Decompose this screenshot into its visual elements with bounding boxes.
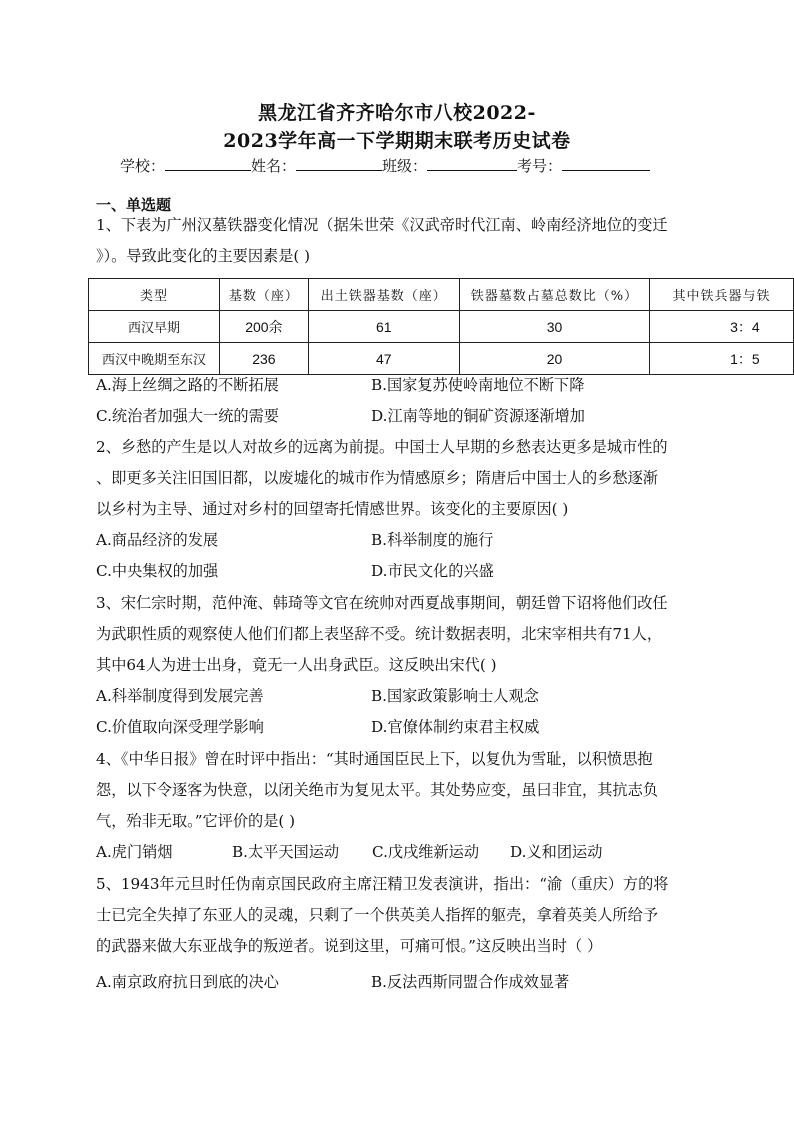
q2-option-c: C.中央集权的加强 [96,562,219,580]
table-header-cell: 其中铁兵器与铁 [650,279,794,311]
table-cell: 3：4 [650,311,794,343]
q2-option-a: A.商品经济的发展 [96,531,219,549]
table-cell: 1：5 [650,343,794,375]
table-cell: 西汉中晚期至东汉 [89,343,220,375]
q3-stem-line3: 其中64人为进士出身，竟无一人出身武臣。这反映出宋代( ) [96,656,497,674]
q4-stem-line1: 4、《中华日报》曾在时评中指出：“其时通国臣民上下，以复仇为雪耻，以积愤思抱 [96,750,653,768]
name-label: 姓名： [251,157,297,175]
q2-option-d: D.市民文化的兴盛 [371,562,494,580]
table-cell: 47 [308,343,459,375]
exam-title-line1: 黑龙江省齐齐哈尔市八校2022- [258,102,536,124]
q4-option-c: C.戊戌维新运动 [372,843,480,861]
q5-option-b: B.反法西斯同盟合作成效显著 [371,973,570,991]
q5-stem-line3: 的武器来做大东亚战争的叛逆者。说到这里，可痛可恨。”这反映出当时（ ） [96,937,603,955]
q2-stem-line1: 2、乡愁的产生是以人对故乡的远离为前提。中国士人早期的乡愁表达更多是城市性的 [96,438,668,456]
q3-option-d: D.官僚体制约束君主权威 [371,718,540,736]
table-header-cell: 基数（座） [220,279,309,311]
q1-option-a: A.海上丝绸之路的不断拓展 [96,376,279,394]
q4-option-d: D.义和团运动 [510,843,603,861]
q3-stem-line1: 3、宋仁宗时期，范仲淹、韩琦等文官在统帅对西夏战事期间，朝廷曾下诏将他们改任 [96,594,668,612]
q1-data-table [88,278,794,375]
table-cell: 20 [459,343,649,375]
table-header-cell: 铁器墓数占墓总数比（%） [459,279,649,311]
q3-option-b: B.国家政策影响士人观念 [371,687,539,705]
q2-stem-line2: 、即更多关注旧国旧都，以废墟化的城市作为情感原乡；隋唐后中国士人的乡愁逐渐 [96,469,658,487]
q1-stem-line2: 》）。导致此变化的主要因素是( ) [96,247,311,265]
table-row [89,311,794,343]
q3-option-a: A.科举制度得到发展完善 [96,687,264,705]
table-header-row [89,279,794,311]
q3-stem-line2: 为武职性质的观察使人他们们都上表坚辞不受。统计数据表明，北宋宰相共有71人， [96,625,663,643]
q3-option-c: C.价值取向深受理学影响 [96,718,264,736]
q2-option-b: B.科举制度的施行 [371,531,494,549]
table-row [89,343,794,375]
q4-option-b: B.太平天国运动 [232,843,340,861]
table-cell: 西汉早期 [89,311,220,343]
q1-option-b: B.国家复苏使岭南地位不断下降 [371,376,585,394]
q1-option-c: C.统治者加强大一统的需要 [96,407,279,425]
school-label: 学校： [120,157,166,175]
q5-stem-line2: 士已完全失掉了东亚人的灵魂，只剩了一个供英美人指挥的躯壳，拿着英美人所给予 [96,906,658,924]
table-cell: 61 [308,311,459,343]
section-heading: 一、单选题 [96,196,172,214]
number-label: 考号： [517,157,563,175]
q4-option-a: A.虎门销烟 [96,843,173,861]
table-cell: 30 [459,311,649,343]
table-cell: 236 [220,343,309,375]
table-header-cell: 出土铁器基数（座） [308,279,459,311]
q4-stem-line2: 怨，以下令逐客为快意，以闭关绝市为复见太平。其处势应变，虽曰非宜，其抗志负 [96,781,658,799]
q4-stem-line3: 气，殆非无取。”它评价的是( ) [96,812,296,830]
exam-title-line2: 2023学年高一下学期期末联考历史试卷 [223,130,571,152]
table-header-cell: 类型 [89,279,220,311]
q5-option-a: A.南京政府抗日到底的决心 [96,973,279,991]
q1-option-d: D.江南等地的铜矿资源逐渐增加 [371,407,585,425]
q2-stem-line3: 以乡村为主导、通过对乡村的回望寄托情感世界。该变化的主要原因( ) [96,500,569,518]
table-cell: 200余 [220,311,309,343]
q1-stem-line1: 1、下表为广州汉墓铁器变化情况（据朱世荣《汉武帝时代江南、岭南经济地位的变迁 [96,216,668,234]
class-label: 班级： [382,157,428,175]
q5-stem-line1: 5、1943年元旦时任伪南京国民政府主席汪精卫发表演讲，指出：“渝（重庆）方的将 [96,875,669,893]
